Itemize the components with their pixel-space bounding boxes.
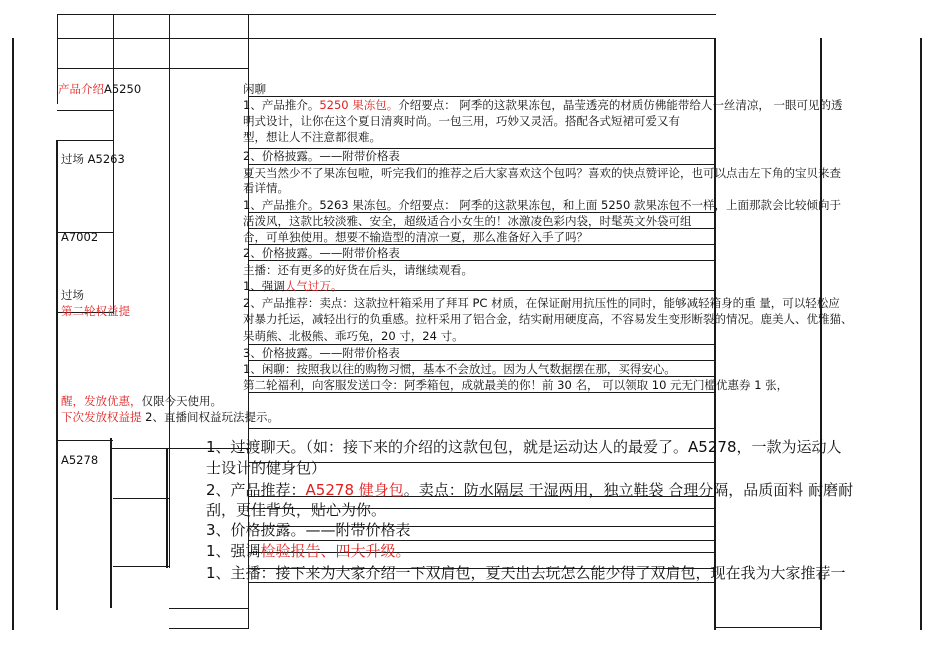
script-line: 2、价格披露。——附带价格表 [243, 149, 400, 163]
lower-line: 1、强调检验报告、四大升级。 [206, 542, 411, 560]
script-line: 对暴力托运，减轻出行的负重感。拉杆采用了铝合金，结实耐用硬度高，不容易发生变形断裂的情况。鹿美人、优雅猫、 [243, 312, 853, 326]
script-line: 型，想让人不注意都很难。 [243, 130, 381, 144]
script-line: 1、产品推介。5263 果冻包。介绍要点： 阿季的这款果冻包，和上面 5250 款果冻包不一样，上面那款会比较倾向于 [243, 198, 841, 212]
lower-line: 2、产品推荐：A5278 健身包。卖点：防水隔层 干湿两用，独立鞋袋 合理分隔，品质面料 耐磨耐 [206, 481, 854, 499]
section-product-intro: 产品介绍A5250 [58, 82, 142, 96]
next-benefit-note: 下次发放权益提 2、直播间权益玩法提示。 [61, 410, 279, 424]
section-transition-a5263: 过场 A5263 [61, 152, 125, 166]
script-line: 活泼风，这款比较淡雅、安全，超级适合小女生的！冰激凌色彩内袋，时髦英文外袋可组 [243, 214, 692, 228]
script-line: 1、产品推介。5250 果冻包。介绍要点： 阿季的这款果冻包，晶莹透亮的材质仿佛能带给人一丝清凉， 一眼可见的透 [243, 98, 843, 112]
script-chat: 闲聊 [243, 82, 266, 96]
section-transition: 过场 [61, 288, 84, 302]
script-line: 1、强调人气过万。 [243, 279, 343, 293]
script-line: 主播：还有更多的好货在后头，请继续观看。 [243, 263, 473, 277]
script-line: 1、闲聊：按照我以往的购物习惯，基本不会放过。因为人气数据摆在那，买得安心。 [243, 362, 676, 376]
section-a5278: A5278 [61, 453, 99, 467]
script-line: 第二轮福利，向客服发送口令：阿季箱包，成就最美的你！前 30 名， 可以领取 10 元无门槛优惠券 1 张， [243, 378, 789, 392]
bait-note: 醒，发放优惠，仅限今天使用。 [61, 394, 222, 408]
lower-line: 1、主播：接下来为大家介绍一下双肩包，夏天出去玩怎么能少得了双肩包，现在我为大家推荐一 [206, 564, 846, 582]
script-line: 合，可单独使用。想要不输造型的清凉一夏，那么准备好入手了吗？ [243, 230, 588, 244]
lower-line: 刮，更佳背负，贴心为你。 [206, 501, 387, 519]
lower-line: 1、过渡聊天。（如：接下来的介绍的这款包包，就是运动达人的最爱了。A5278，一款为运动人 [206, 438, 842, 456]
lower-line: 士设计的健身包） [206, 459, 327, 477]
script-line: 2、价格披露。——附带价格表 [243, 246, 400, 260]
script-line: 看详情。 [243, 181, 289, 195]
script-line: 3、价格披露。——附带价格表 [243, 346, 400, 360]
section-second-round: 第二轮权益提 [61, 304, 130, 318]
lower-line: 3、价格披露。——附带价格表 [206, 521, 411, 539]
script-line: 夏天当然少不了果冻包啦，听完我们的推荐之后大家喜欢这个包吗？喜欢的快点赞评论，也可以点击左下角的宝贝来查 [243, 166, 841, 180]
script-line: 明式设计，让你在这个夏日清爽时尚。一包三用，巧妙又灵活。搭配各式短裙可爱又有 [243, 114, 680, 128]
section-a7002: A7002 [61, 230, 99, 244]
script-line: 呆萌熊、北极熊、乖巧兔，20 寸，24 寸。 [243, 329, 464, 343]
script-line: 2、产品推荐：卖点：这款拉杆箱采用了拜耳 PC 材质，在保证耐用抗压性的同时，能够减轻箱身的重 量，可以轻松应 [243, 296, 840, 310]
